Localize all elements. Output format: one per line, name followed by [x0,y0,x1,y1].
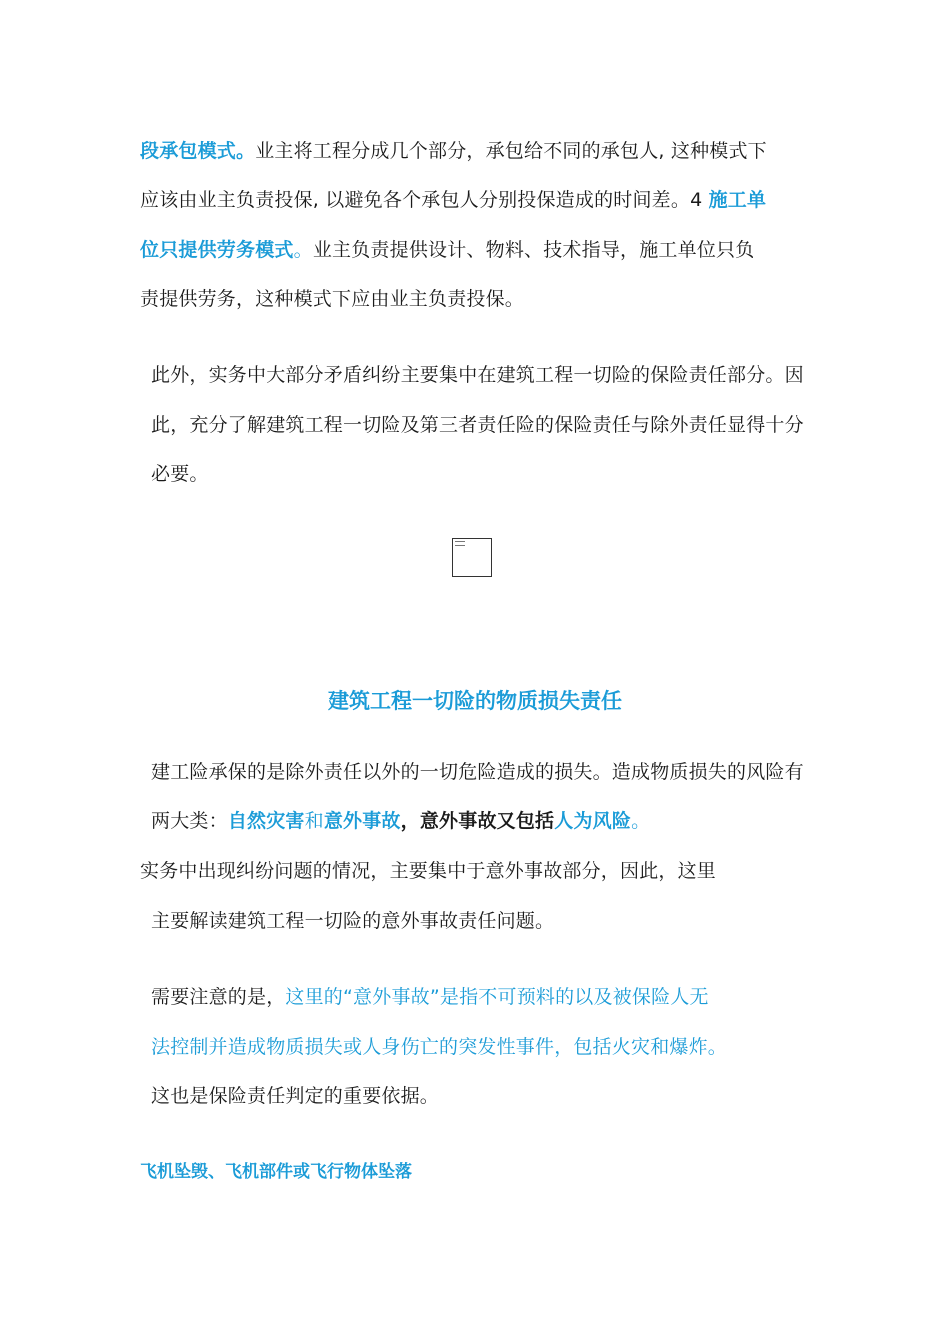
para3-line3: 实务中出现纠纷问题的情况，主要集中于意外事故部分，因此，这里 [140,860,717,882]
para2-line1: 此外，实务中大部分矛盾纠纷主要集中在建筑工程一切险的保险责任部分。因 [151,364,804,386]
highlight-mode-4-end: 位只提供劳务模式 [140,239,294,261]
subheading-aircraft: 飞机坠毁、飞机部件或飞行物体坠落 [140,1162,412,1182]
para3-line4: 主要解读建筑工程一切险的意外事故责任问题。 [151,910,555,932]
para1-line2-text: 应该由业主负责投保, 以避免各个承包人分别投保造成的时间差。4 [140,189,709,211]
image-broken-icon [455,541,465,546]
para1-line1 [140,139,767,163]
section-heading: 建筑工程一切险的物质损失责任 [328,689,622,713]
highlight-accident: 意外事故 [323,810,401,832]
image-placeholder [452,538,492,577]
highlight-mode-3: 段承包模式。 [140,140,256,162]
para1-line2 [140,188,766,212]
highlight-and: 和 [304,810,324,832]
para1-line1-text: 业主将工程分成几个部分，承包给不同的承包人, 这种模式下 [255,140,767,162]
para1-line4: 责提供劳务，这种模式下应由业主负责投保。 [140,288,525,310]
highlight-mode-4-start: 施工单 [708,189,767,211]
para2-line2: 此，充分了解建筑工程一切险及第三者责任险的保险责任与除外责任显得十分 [151,414,804,436]
para1-line3-text: 业主负责提供设计、物料、技术指导，施工单位只负 [312,239,755,261]
para4-line2: 法控制并造成物质损失或人身伤亡的突发性事件，包括火灾和爆炸。 [151,1036,728,1058]
para3-line2-a: 两大类： [151,810,228,832]
para3-line2 [151,809,650,833]
highlight-human-risk: 人为风险 [554,810,632,832]
highlight-natural-disaster: 自然灾害 [227,810,305,832]
highlight-period-2: 。 [631,810,651,832]
para2-line3: 必要。 [151,463,209,485]
highlight-period: 。 [293,239,313,261]
para4-line3: 这也是保险责任判定的重要依据。 [151,1085,440,1107]
para3-line2-comma: ，意外事故又包括 [400,810,555,832]
para4-line1 [151,985,709,1009]
para1-line3 [140,238,754,262]
para4-line1-a: 需要注意的是， [151,986,286,1008]
highlight-accident-definition: 这里的“意外事故”是指不可预料的以及被保险人无 [285,986,709,1008]
para3-line1: 建工险承保的是除外责任以外的一切危险造成的损失。造成物质损失的风险有 [151,761,804,783]
